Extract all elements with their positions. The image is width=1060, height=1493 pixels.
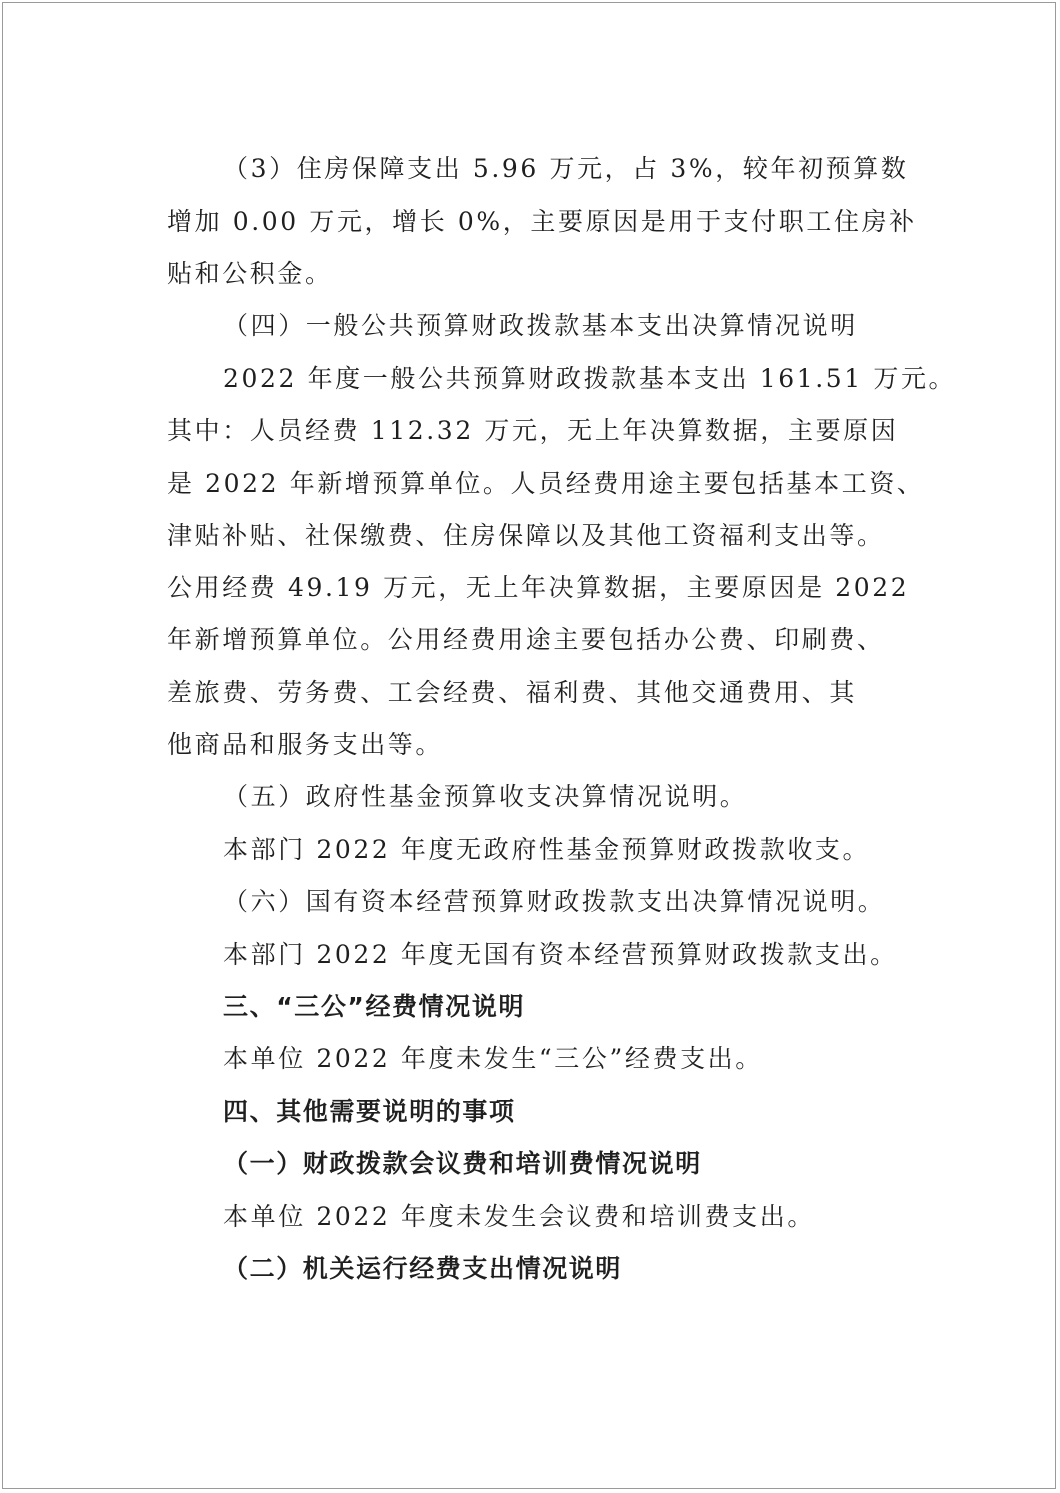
paragraph-line: 年新增预算单位。公用经费用途主要包括办公费、印刷费、 [167,625,885,654]
section-heading-5: （五）政府性基金预算收支决算情况说明。 [223,782,748,811]
chapter-heading-3: 三、“三公”经费情况说明 [223,992,526,1021]
document-page [2,2,1056,1489]
paragraph-line: 他商品和服务支出等。 [167,730,444,759]
paragraph-line: 津贴补贴、社保缴费、住房保障以及其他工资福利支出等。 [167,521,885,550]
paragraph-line: 是 2022 年新增预算单位。人员经费用途主要包括基本工资、 [167,469,925,498]
paragraph-line: 本单位 2022 年度未发生会议费和培训费支出。 [223,1202,815,1231]
chapter-heading-4: 四、其他需要说明的事项 [223,1097,516,1126]
paragraph-line: 增加 0.00 万元，增长 0%，主要原因是用于支付职工住房补 [167,207,917,236]
paragraph-line: 贴和公积金。 [167,259,333,288]
section-heading-4: （四）一般公共预算财政拨款基本支出决算情况说明 [223,311,858,340]
paragraph-line: 本部门 2022 年度无政府性基金预算财政拨款收支。 [223,835,871,864]
paragraph-line: 差旅费、劳务费、工会经费、福利费、其他交通费用、其 [167,678,858,707]
subsection-heading-2: （二）机关运行经费支出情况说明 [223,1254,623,1283]
paragraph-line: （3）住房保障支出 5.96 万元，占 3%，较年初预算数 [223,154,909,183]
paragraph-line: 其中：人员经费 112.32 万元，无上年决算数据，主要原因 [167,416,899,445]
paragraph-line: 公用经费 49.19 万元，无上年决算数据，主要原因是 2022 [167,573,910,602]
section-heading-6: （六）国有资本经营预算财政拨款支出决算情况说明。 [223,887,886,916]
paragraph-line: 2022 年度一般公共预算财政拨款基本支出 161.51 万元。 [223,364,957,393]
paragraph-line: 本部门 2022 年度无国有资本经营预算财政拨款支出。 [223,940,898,969]
paragraph-line: 本单位 2022 年度未发生“三公”经费支出。 [223,1044,763,1073]
subsection-heading-1: （一）财政拨款会议费和培训费情况说明 [223,1149,702,1178]
